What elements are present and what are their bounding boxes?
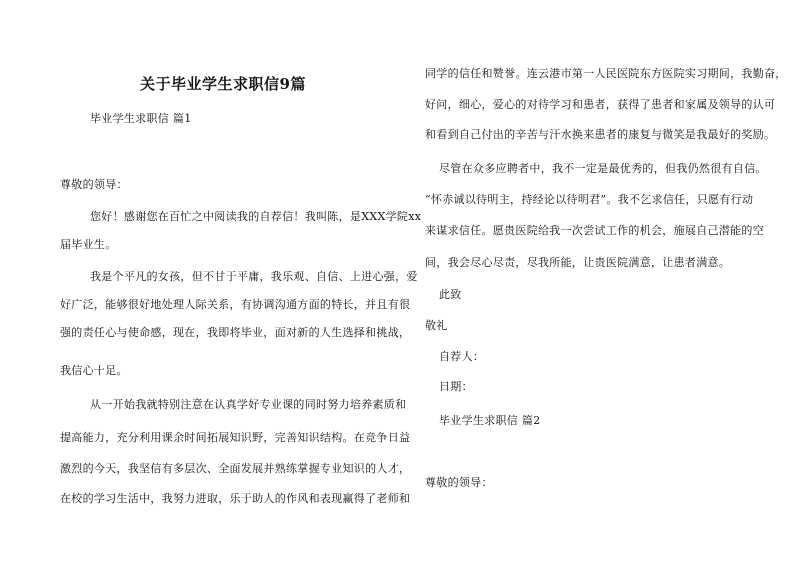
paragraph-line: 您好！感谢您在百忙之中阅读我的自荐信！我叫陈，是XXX学院xx [90, 210, 422, 223]
paragraph-line: 届毕业生。 [60, 238, 117, 251]
paragraph-line: 我是个平凡的女孩，但不甘于平庸，我乐观、自信、上进心强，爱 [90, 270, 418, 283]
salutation: 尊敬的领导： [425, 476, 493, 489]
paragraph-line: 来谋求信任。愿贵医院给我一次尝试工作的机会，施展自己潜能的空 [425, 224, 764, 237]
paragraph-line: 强的责任心与使命感，现在，我即将毕业，面对新的人生选择和挑战， [60, 326, 411, 339]
paragraph-line: 激烈的今天，我坚信有多层次、全面发展并熟练掌握专业知识的人才， [60, 462, 411, 475]
salutation: 尊敬的领导： [60, 178, 128, 191]
letter-subtitle: 毕业学生求职信 篇1 [90, 112, 192, 125]
document-title: 关于毕业学生求职信9篇 [140, 75, 306, 93]
paragraph-line: 间，我会尽心尽责，尽我所能，让贵医院满意，让患者满意。 [425, 256, 731, 269]
paragraph-line: 好问，细心，爱心的对待学习和患者，获得了患者和家属及领导的认可 [425, 98, 776, 111]
paragraph-line: 提高能力，充分利用课余时间拓展知识野，完善知识结构。在竞争日益 [60, 431, 411, 444]
paragraph-line: 好广泛，能够很好地处理人际关系，有协调沟通方面的特长，并且有很 [60, 298, 411, 311]
paragraph-line: 在校的学习生活中，我努力进取，乐于助人的作风和表现赢得了老师和 [60, 492, 411, 505]
paragraph-line: 同学的信任和赞誉。连云港市第一人民医院东方医院实习期间，我勤奋， [425, 67, 787, 80]
paragraph-line: 和看到自己付出的辛苦与汗水换来患者的康复与微笑是我最好的奖励。 [425, 128, 776, 141]
paragraph-line: “怀赤诚以待明主，持经论以待明君”。我不乞求信任，只愿有行动 [425, 193, 754, 206]
paragraph-line: 从一开始我就特别注意在认真学好专业课的同时努力培养素质和 [90, 398, 407, 411]
paragraph-line: 尽管在众多应聘者中，我不一定是最优秀的，但我仍然很有自信。 [439, 162, 767, 175]
date-label: 日期： [439, 380, 473, 393]
signature-label: 自荐人： [439, 350, 485, 363]
letter-subtitle: 毕业学生求职信 篇2 [439, 414, 541, 427]
closing-line: 此致 [439, 288, 462, 301]
paragraph-line: 我信心十足。 [60, 364, 128, 377]
closing-line: 敬礼 [425, 319, 448, 332]
